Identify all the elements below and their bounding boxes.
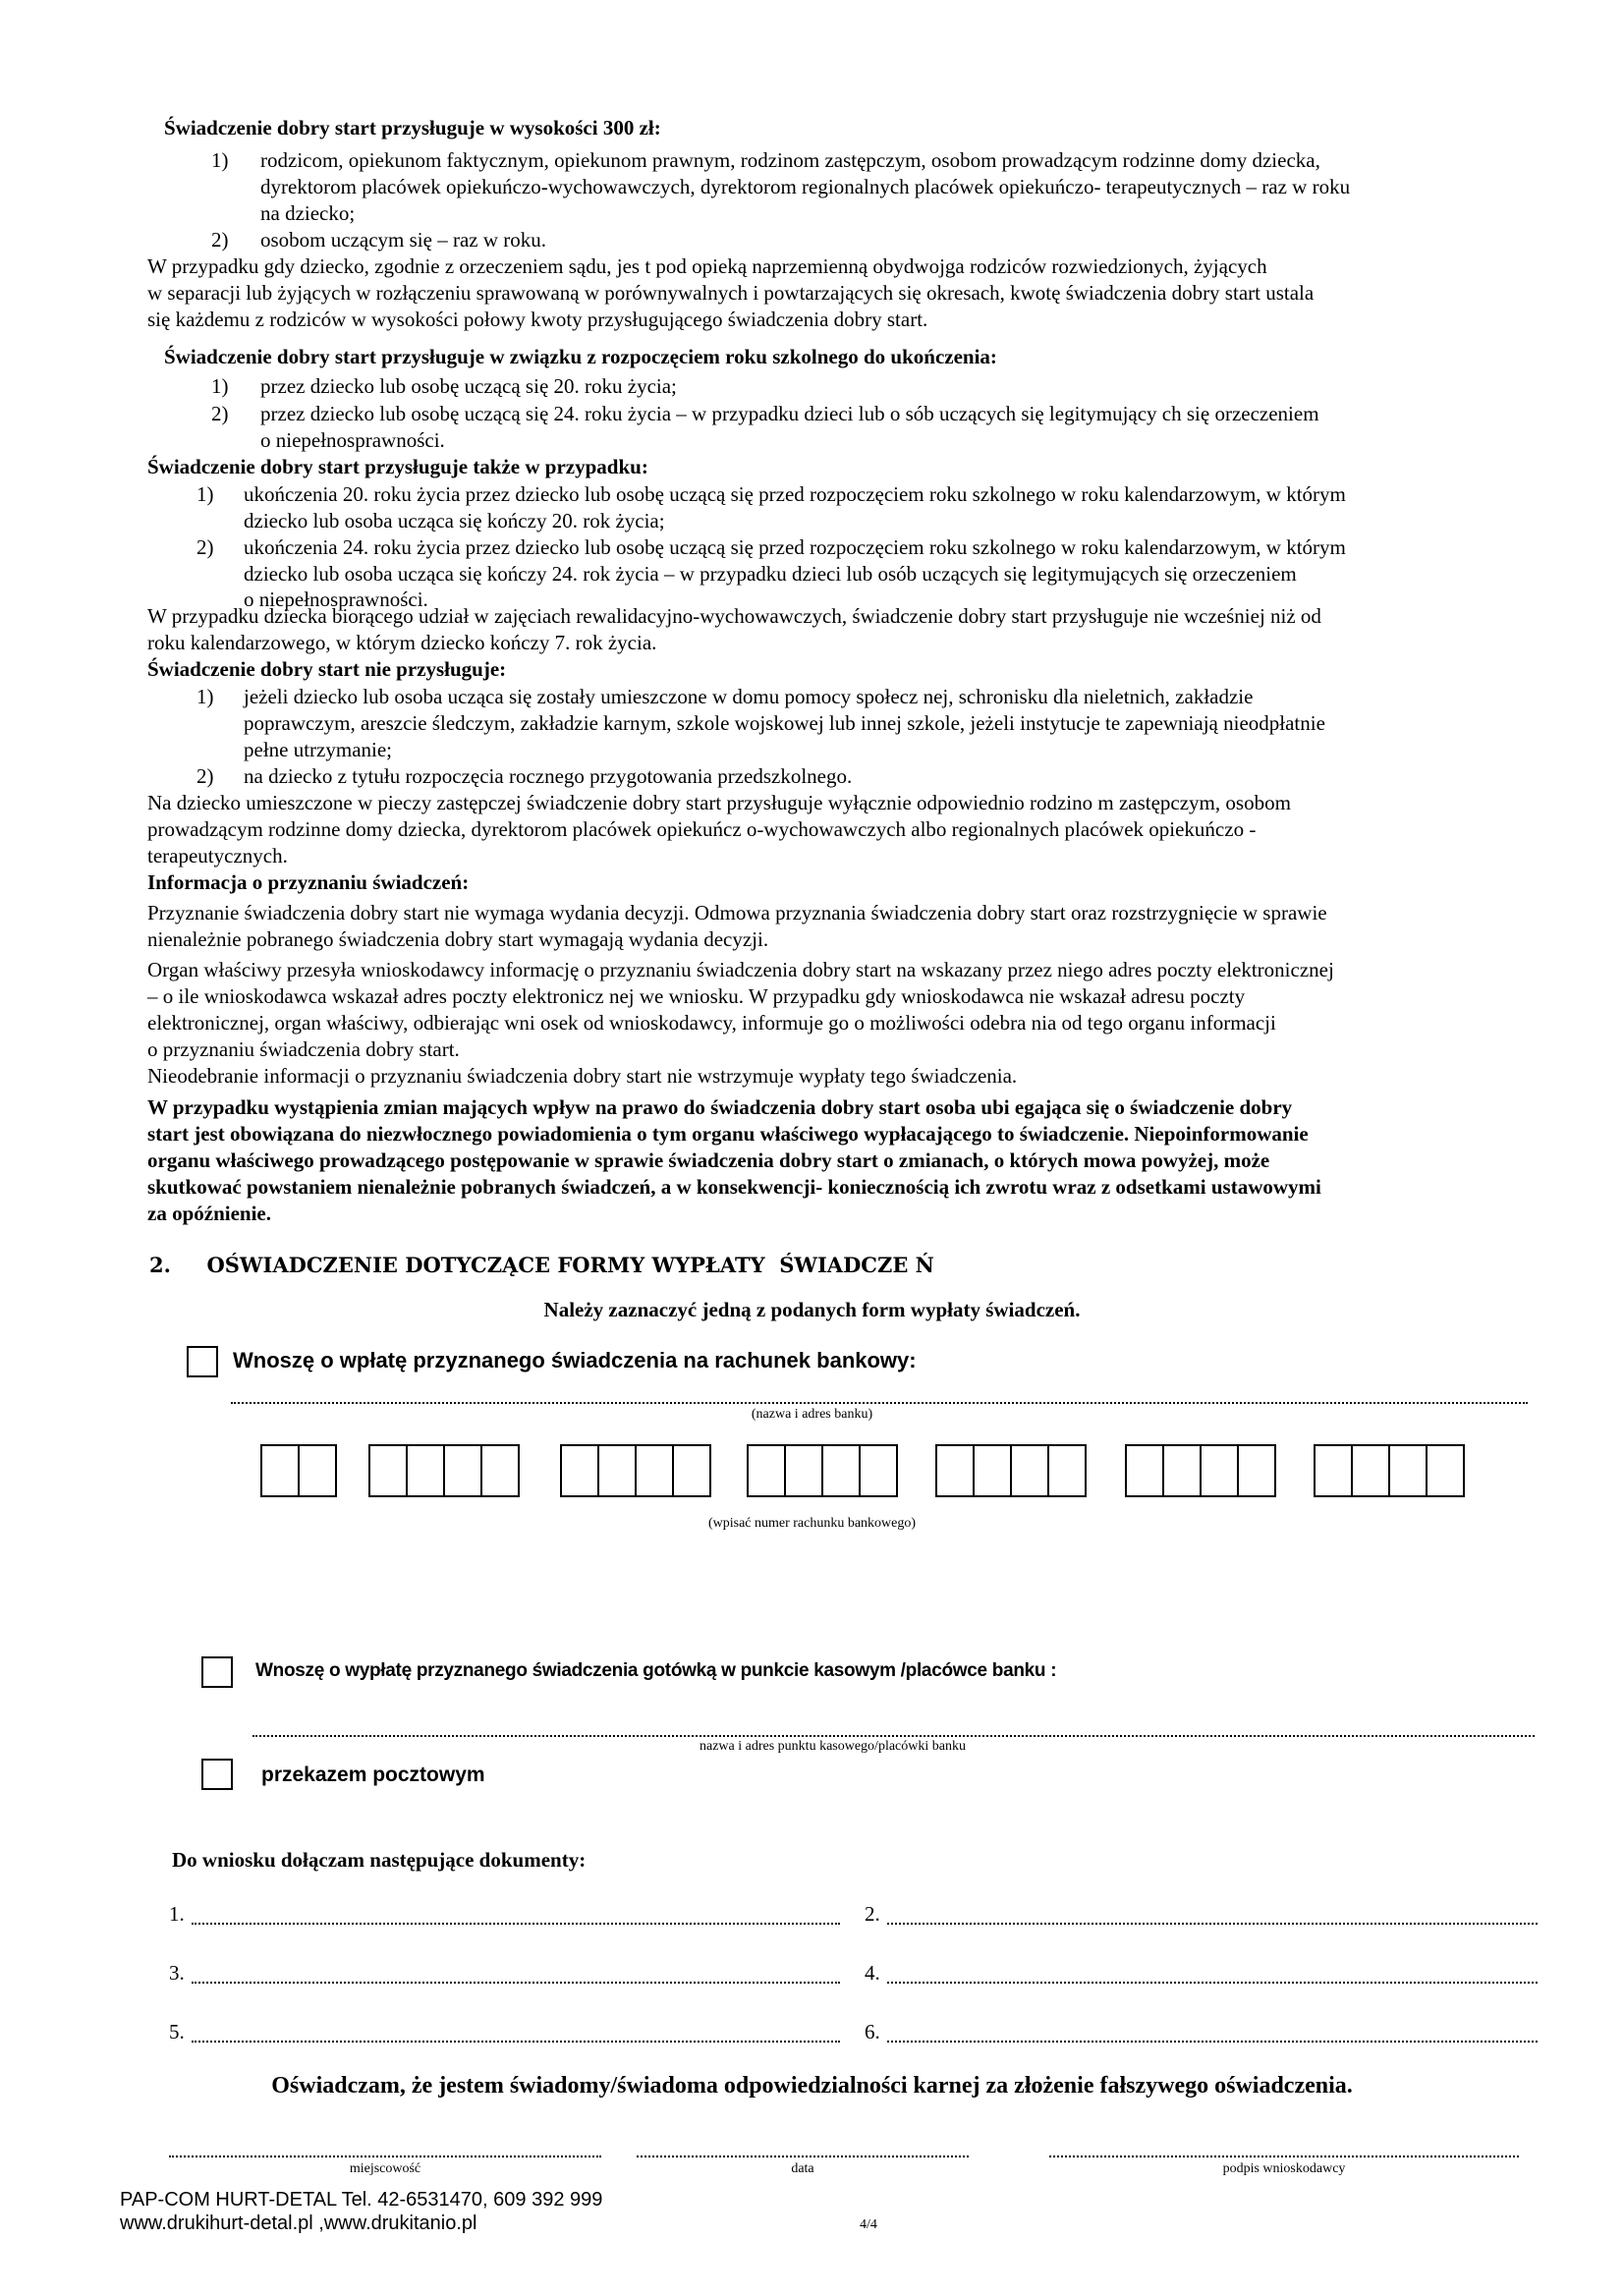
list-number: 1) <box>196 685 214 708</box>
account-digit-cell[interactable] <box>597 1444 637 1497</box>
account-digit-cell[interactable] <box>1388 1444 1428 1497</box>
heading-amount: Świadczenie dobry start przysługuje w wysokości 300 zł: <box>164 116 661 140</box>
account-caption: (wpisać numer rachunku bankowego) <box>707 1516 917 1531</box>
heading-not-eligible: Świadczenie dobry start nie przysługuje: <box>147 657 507 681</box>
list-number: 1) <box>211 148 229 172</box>
list-item-text: przez dziecko lub osobę uczącą się 24. roku życia – w przypadku dzieci lub o sób uczących się legitymujący ch się orzeczeniem <box>260 402 1319 425</box>
account-digits-group-1[interactable] <box>260 1444 335 1497</box>
list-item-text: osobom uczącym się – raz w roku. <box>260 228 546 252</box>
list-number: 2) <box>196 764 214 788</box>
paragraph-bold: W przypadku wystąpienia zmian mających wpływ na prawo do świadczenia dobry start osoba ubi egająca się o świadczenie dobry <box>147 1095 1293 1119</box>
account-digits-group-5[interactable] <box>935 1444 1085 1497</box>
account-digit-cell[interactable] <box>935 1444 975 1497</box>
list-item-text: jeżeli dziecko lub osoba ucząca się zostały umieszczone w domu pomocy społecz nej, schronisku dla nieletnich, zakładzie <box>244 685 1254 708</box>
account-digit-cell[interactable] <box>1162 1444 1202 1497</box>
paragraph-text: Przyznanie świadczenia dobry start nie wymaga wydania decyzji. Odmowa przyznania świadczenia dobry start oraz rozstrzygnięcie w sprawie <box>147 901 1327 924</box>
heading-information: Informacja o przyznaniu świadczeń: <box>147 870 470 894</box>
signature-caption: podpis wnioskodawcy <box>1222 2161 1346 2176</box>
bank-name-field[interactable] <box>231 1402 1528 1404</box>
paragraph-bold: skutkować powstaniem nienależnie pobranych świadczeń, a w konsekwencji- koniecznością ich zwrotu wraz z odsetkami ustawowymi <box>147 1175 1321 1199</box>
list-item-text: dziecko lub osoba ucząca się kończy 20. rok życia; <box>244 509 665 532</box>
list-item-text: ukończenia 20. roku życia przez dziecko lub osobę uczącą się przed rozpoczęciem roku szkolnego w roku kalendarzowym, w którym <box>244 482 1346 506</box>
account-digits-group-6[interactable] <box>1125 1444 1274 1497</box>
cash-point-caption: nazwa i adres punktu kasowego/placówki banku <box>700 1739 966 1754</box>
cash-point-field[interactable] <box>252 1735 1535 1737</box>
account-digit-cell[interactable] <box>260 1444 300 1497</box>
account-digit-cell[interactable] <box>1237 1444 1276 1497</box>
account-digit-cell[interactable] <box>747 1444 786 1497</box>
postal-order-label: przekazem pocztowym <box>261 1764 485 1786</box>
account-digit-cell[interactable] <box>821 1444 861 1497</box>
paragraph-text: Nieodebranie informacji o przyznaniu świadczenia dobry start nie wstrzymuje wypłaty tego świadczenia. <box>147 1064 1018 1088</box>
place-caption: miejscowość <box>349 2161 421 2176</box>
account-digit-cell[interactable] <box>406 1444 445 1497</box>
account-digit-cell[interactable] <box>1314 1444 1353 1497</box>
account-digit-cell[interactable] <box>1125 1444 1164 1497</box>
account-digits-group-4[interactable] <box>747 1444 896 1497</box>
paragraph-text: terapeutycznych. <box>147 844 288 868</box>
list-number: 2) <box>211 402 229 425</box>
list-item-text: pełne utrzymanie; <box>244 738 393 761</box>
heading-also: Świadczenie dobry start przysługuje także w przypadku: <box>147 455 648 478</box>
account-digit-cell[interactable] <box>672 1444 711 1497</box>
account-digit-cell[interactable] <box>480 1444 520 1497</box>
account-digit-cell[interactable] <box>1200 1444 1239 1497</box>
list-item-text: o niepełnosprawności. <box>244 588 428 611</box>
declaration-text: Oświadczam, że jestem świadomy/świadoma odpowiedzialności karnej za złożenie fałszywego oświadczenia. <box>271 2073 1353 2099</box>
account-digits-group-2[interactable] <box>368 1444 518 1497</box>
account-digit-cell[interactable] <box>784 1444 823 1497</box>
paragraph-text: elektronicznej, organ właściwy, odbierając wni osek od wnioskodawcy, informuje go o możliwości odebra nia od tego organu informacji <box>147 1011 1276 1035</box>
account-digit-cell[interactable] <box>973 1444 1012 1497</box>
account-digit-cell[interactable] <box>1351 1444 1390 1497</box>
footer-websites: www.drukihurt-detal.pl ,www.drukitanio.pl <box>120 2212 477 2234</box>
account-digit-cell[interactable] <box>560 1444 599 1497</box>
bank-name-caption: (nazwa i adres banku) <box>751 1407 873 1422</box>
paragraph-text: roku kalendarzowego, w którym dziecko kończy 7. rok życia. <box>147 631 657 654</box>
document-field[interactable] <box>887 1982 1538 1984</box>
page-number: 4/4 <box>860 2217 877 2232</box>
document-field[interactable] <box>192 1923 840 1925</box>
documents-heading: Do wniosku dołączam następujące dokumenty: <box>172 1848 587 1872</box>
signature-field[interactable] <box>1049 2156 1519 2157</box>
account-digit-cell[interactable] <box>1047 1444 1087 1497</box>
paragraph-text: Na dziecko umieszczone w pieczy zastępczej świadczenie dobry start przysługuje wyłącznie odpowiednio rodzino m zastępczym, osobom <box>147 791 1291 814</box>
paragraph-text: w separacji lub żyjących w rozłączeniu sprawowaną w porównywalnych i powtarzających się okresach, kwotę świadczenia dobry start ustala <box>147 281 1315 305</box>
place-field[interactable] <box>169 2156 601 2157</box>
document-field[interactable] <box>192 1982 840 1984</box>
cash-payment-label: Wnoszę o wypłatę przyznanego świadczenia gotówką w punkcie kasowym /placówce banku : <box>255 1660 1057 1681</box>
list-number: 2) <box>211 228 229 252</box>
date-field[interactable] <box>637 2156 969 2157</box>
list-item-text: poprawczym, areszcie śledczym, zakładzie karnym, szkole wojskowej lub innej szkole, jeżeli instytucje te zapewniają nieodpłatnie <box>244 711 1325 735</box>
account-digit-cell[interactable] <box>859 1444 898 1497</box>
account-digit-cell[interactable] <box>1426 1444 1465 1497</box>
paragraph-text: o przyznaniu świadczenia dobry start. <box>147 1037 460 1061</box>
list-item-text: na dziecko; <box>260 201 356 225</box>
list-number: 2) <box>196 535 214 559</box>
heading-school-year: Świadczenie dobry start przysługuje w związku z rozpoczęciem roku szkolnego do ukończenia: <box>164 345 997 368</box>
document-field[interactable] <box>192 2041 840 2043</box>
bank-transfer-checkbox[interactable] <box>187 1346 218 1377</box>
account-digit-cell[interactable] <box>635 1444 674 1497</box>
document-number: 2. <box>865 1902 880 1926</box>
list-item-text: rodzicom, opiekunom faktycznym, opiekunom prawnym, rodzinom zastępczym, osobom prowadzącym rodzinne domy dziecka, <box>260 148 1320 172</box>
document-number: 4. <box>865 1961 880 1985</box>
paragraph-bold: start jest obowiązana do niezwłocznego powiadomienia o tym organu właściwego wypłacającego to świadczenie. Niepoinformowanie <box>147 1122 1309 1146</box>
footer-company: PAP-COM HURT-DETAL Tel. 42-6531470, 609 392 999 <box>120 2189 603 2211</box>
list-number: 1) <box>211 374 229 398</box>
postal-order-checkbox[interactable] <box>201 1759 233 1790</box>
list-item-text: dyrektorom placówek opiekuńczo-wychowawczych, dyrektorom regionalnych placówek opiekuńczo- terapeutycznych – raz w roku <box>260 175 1351 198</box>
account-digits-group-3[interactable] <box>560 1444 709 1497</box>
account-digits-group-7[interactable] <box>1314 1444 1463 1497</box>
account-digit-cell[interactable] <box>298 1444 337 1497</box>
bank-transfer-label: Wnoszę o wpłatę przyznanego świadczenia na rachunek bankowy: <box>233 1348 917 1372</box>
paragraph-text: Organ właściwy przesyła wnioskodawcy informację o przyznaniu świadczenia dobry start na wskazany przez niego adres poczty elektronicznej <box>147 958 1334 981</box>
paragraph-text: W przypadku dziecka biorącego udział w zajęciach rewalidacyjno-wychowawczych, świadczenie dobry start przysługuje nie wcześniej niż od <box>147 604 1321 628</box>
account-digit-cell[interactable] <box>1010 1444 1049 1497</box>
account-digit-cell[interactable] <box>443 1444 482 1497</box>
document-number: 3. <box>169 1961 185 1985</box>
paragraph-bold: za opóźnienie. <box>147 1202 271 1225</box>
paragraph-text: nienależnie pobranego świadczenia dobry start wymagają wydania decyzji. <box>147 927 769 951</box>
list-item-text: na dziecko z tytułu rozpoczęcia rocznego przygotowania przedszkolnego. <box>244 764 853 788</box>
list-item-text: o niepełnosprawności. <box>260 428 445 452</box>
paragraph-text: prowadzącym rodzinne domy dziecka, dyrektorom placówek opiekuńcz o-wychowawczych albo regionalnych placówek opiekuńczo - <box>147 817 1257 841</box>
paragraph-text: się każdemu z rodziców w wysokości połowy kwoty przysługującego świadczenia dobry start. <box>147 308 928 331</box>
paragraph-text: W przypadku gdy dziecko, zgodnie z orzeczeniem sądu, jes t pod opieką naprzemienną obydwojga rodziców rozwiedzionych, żyjących <box>147 254 1267 278</box>
paragraph-text: – o ile wnioskodawca wskazał adres poczty elektronicz nej we wniosku. W przypadku gdy wnioskodawca nie wskazał adresu poczty <box>147 984 1246 1008</box>
list-item-text: przez dziecko lub osobę uczącą się 20. roku życia; <box>260 374 677 398</box>
list-item-text: ukończenia 24. roku życia przez dziecko lub osobę uczącą się przed rozpoczęciem roku szkolnego w roku kalendarzowym, w którym <box>244 535 1346 559</box>
document-field[interactable] <box>887 1923 1538 1925</box>
document-number: 6. <box>865 2020 880 2044</box>
list-item-text: dziecko lub osoba ucząca się kończy 24. rok życia – w przypadku dzieci lub osób uczących się legitymujących się orzeczeniem <box>244 562 1297 586</box>
date-caption: data <box>791 2161 814 2176</box>
document-field[interactable] <box>887 2041 1538 2043</box>
section-heading: 2. OŚWIADCZENIE DOTYCZĄCE FORMY WYPŁATY ŚWIADCZE Ń <box>149 1253 934 1277</box>
instruction-text: Należy zaznaczyć jedną z podanych form wypłaty świadczeń. <box>543 1298 1081 1321</box>
account-digit-cell[interactable] <box>368 1444 408 1497</box>
cash-payment-checkbox[interactable] <box>201 1656 233 1688</box>
list-number: 1) <box>196 482 214 506</box>
document-number: 5. <box>169 2020 185 2044</box>
document-number: 1. <box>169 1902 185 1926</box>
paragraph-bold: organu właściwego prowadzącego postępowanie w sprawie świadczenia dobry start o zmianach, o których mowa powyżej, może <box>147 1148 1270 1172</box>
